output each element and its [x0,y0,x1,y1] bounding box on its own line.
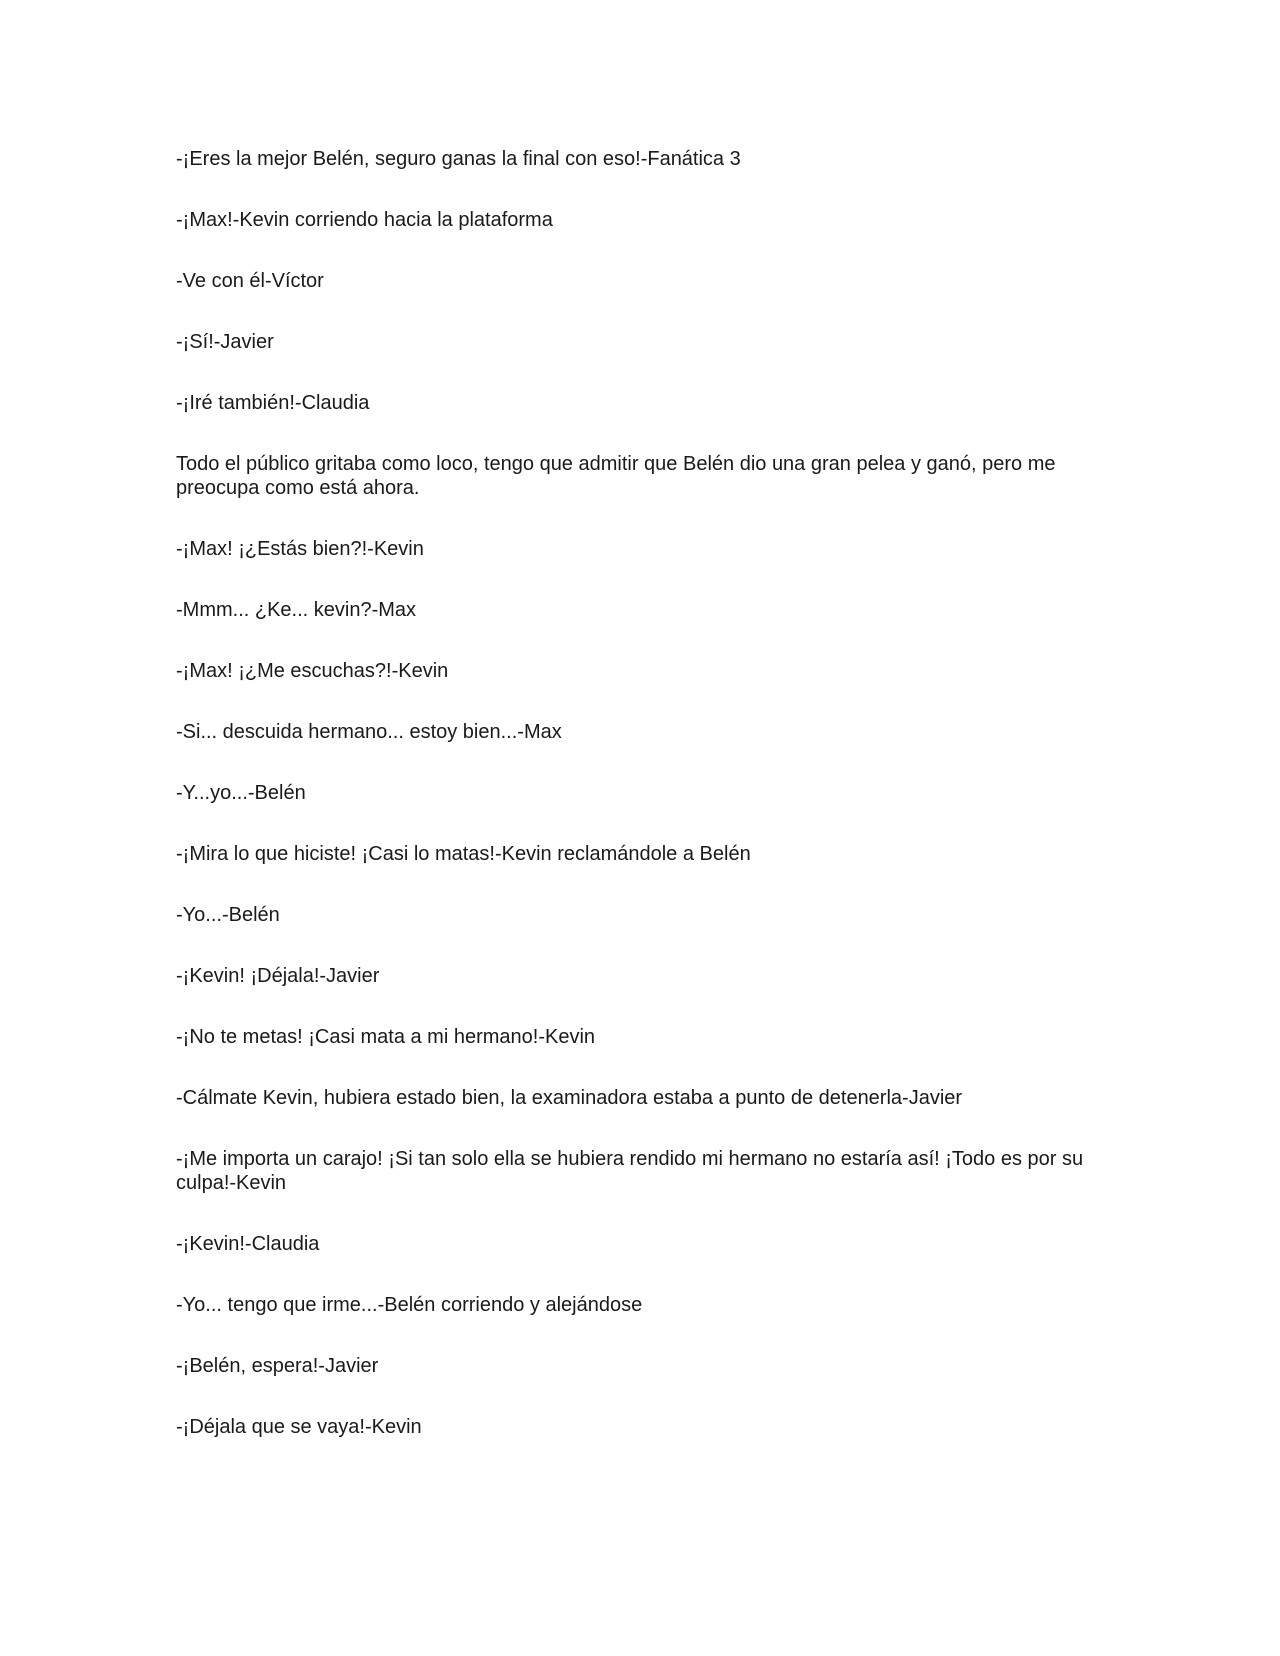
dialogue-line: -¡Max!-Kevin corriendo hacia la plataforma [176,209,553,231]
dialogue-line: -¡Déjala que se vaya!-Kevin [176,1416,422,1438]
dialogue-line: -¡Kevin! ¡Déjala!-Javier [176,965,380,987]
dialogue-line: -Si... descuida hermano... estoy bien...-Max [176,721,562,743]
dialogue-line: -¡No te metas! ¡Casi mata a mi hermano!-Kevin [176,1026,596,1048]
dialogue-line: -¡Iré también!-Claudia [176,392,370,414]
document-body [176,147,1106,1476]
dialogue-line: -Y...yo...-Belén [176,782,306,804]
dialogue-line: -¡Sí!-Javier [176,331,274,353]
dialogue-line: -¡Max! ¡¿Estás bien?!-Kevin [176,538,424,560]
dialogue-line: -¡Eres la mejor Belén, seguro ganas la final con eso!-Fanática 3 [176,148,741,170]
dialogue-line: -Cálmate Kevin, hubiera estado bien, la examinadora estaba a punto de detenerla-Javier [176,1087,963,1109]
dialogue-line: -Ve con él-Víctor [176,270,324,292]
dialogue-line: -Yo...-Belén [176,904,280,926]
narration-paragraph: Todo el público gritaba como loco, tengo que admitir que Belén dio una gran pelea y ganó, pero me preocupa como está ahora. [176,453,1056,499]
dialogue-line: -Mmm... ¿Ke... kevin?-Max [176,599,417,621]
dialogue-line: -Yo... tengo que irme...-Belén corriendo y alejándose [176,1294,643,1316]
dialogue-line: -¡Mira lo que hiciste! ¡Casi lo matas!-Kevin reclamándole a Belén [176,843,751,865]
dialogue-line: -¡Kevin!-Claudia [176,1233,320,1255]
dialogue-line: -¡Belén, espera!-Javier [176,1355,379,1377]
dialogue-line: -¡Me importa un carajo! ¡Si tan solo ella se hubiera rendido mi hermano no estaría así! ¡Todo es por su culpa!-Kevin [176,1148,1084,1194]
dialogue-line: -¡Max! ¡¿Me escuchas?!-Kevin [176,660,449,682]
